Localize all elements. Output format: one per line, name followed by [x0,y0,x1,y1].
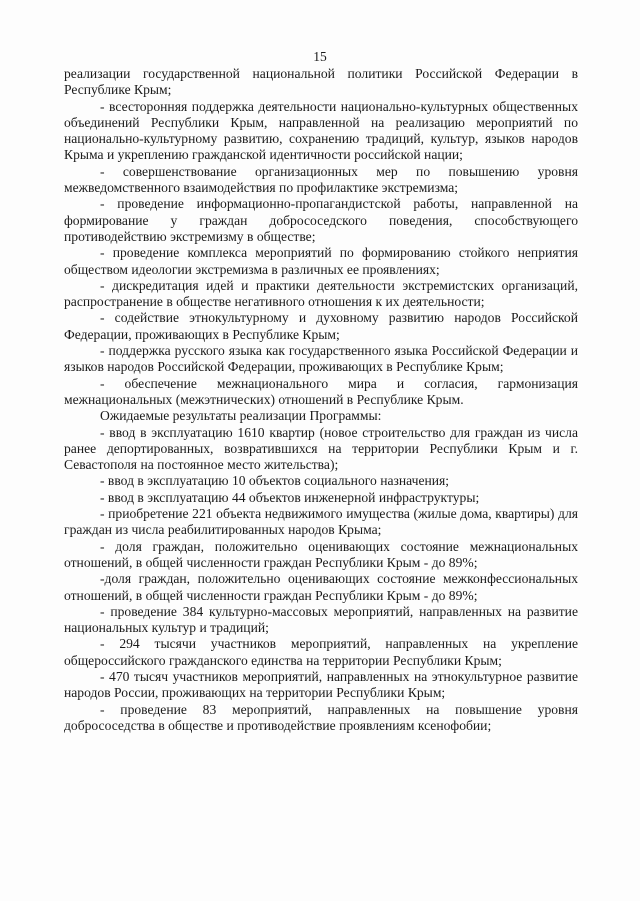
list-item: - проведение 384 культурно-массовых мероприятий, направленных на развитие национальных культур и традиций; [64,603,578,636]
list-item: - обеспечение межнационального мира и согласия, гармонизация межнациональных (межэтнических) отношений в Республике Крым. [64,375,578,407]
paragraph: реализации государственной национальной политики Российской Федерации в Республике Крым; [64,66,578,98]
list-item: - проведение информационно-пропагандистской работы, направленной на формирование у граждан добрососедского поведения, способствующего противодействию экстремизму в обществе; [64,196,578,244]
list-item: - 470 тысяч участников мероприятий, направленных на этнокультурное развитие народов России, проживающих на территории Республики Крым; [64,668,578,701]
list-item: - содействие этнокультурному и духовному развитию народов Российской Федерации, проживающих в Республике Крым; [64,310,578,342]
list-item: - проведение 83 мероприятий, направленных на повышение уровня добрососедства в обществе и противодействие проявлениям ксенофобии; [64,701,578,733]
body-text [64,66,578,734]
list-item: - поддержка русского языка как государственного языка Российской Федерации и языков народов Российской Федерации, проживающих в Республике Крым; [64,343,578,375]
page-number: 15 [313,49,327,64]
list-item: - доля граждан, положительно оценивающих состояние межнациональных отношений, в общей численности граждан Республики Крым - до 89%; [64,538,578,570]
list-item: - ввод в эксплуатацию 1610 квартир (новое строительство для граждан из числа ранее депортированных, возвратившихся на территории Республики Крым и г. Севастополя на постоянное место жительства); [64,424,578,473]
list-item: - ввод в эксплуатацию 10 объектов социального назначения; [100,473,450,489]
list-item: - совершенствование организационных мер по повышению уровня межведомственного взаимодействия по профилактике экстремизма; [64,163,578,196]
list-item: - ввод в эксплуатацию 44 объектов инженерной инфраструктуры; [100,489,480,505]
list-item: - дискредитация идей и практики деятельности экстремистских организаций, распространение в обществе негативного отношения к их деятельности; [64,277,578,310]
list-item: - проведение комплекса мероприятий по формированию стойкого неприятия обществом идеологии экстремизма в различных ее проявлениях; [64,245,578,277]
list-item: - приобретение 221 объекта недвижимого имущества (жилые дома, квартиры) для граждан из числа реабилитированных народов Крыма; [64,506,578,538]
list-item: - всесторонняя поддержка деятельности национально-культурных общественных объединений Республики Крым, направленной на реализацию мероприятий по национально-культурному развитию, сохранению традиций, культур, языков народов Крыма и укреплению гражданской идентичности российской нации; [64,98,578,163]
list-item: -доля граждан, положительно оценивающих состояние межконфессиональных отношений, в общей численности граждан Республики Крым - до 89%; [64,571,578,603]
list-item: - 294 тысячи участников мероприятий, направленных на укрепление общероссийского гражданского единства на территории Республики Крым; [64,636,578,668]
results-heading: Ожидаемые результаты реализации Программы: [100,408,382,424]
